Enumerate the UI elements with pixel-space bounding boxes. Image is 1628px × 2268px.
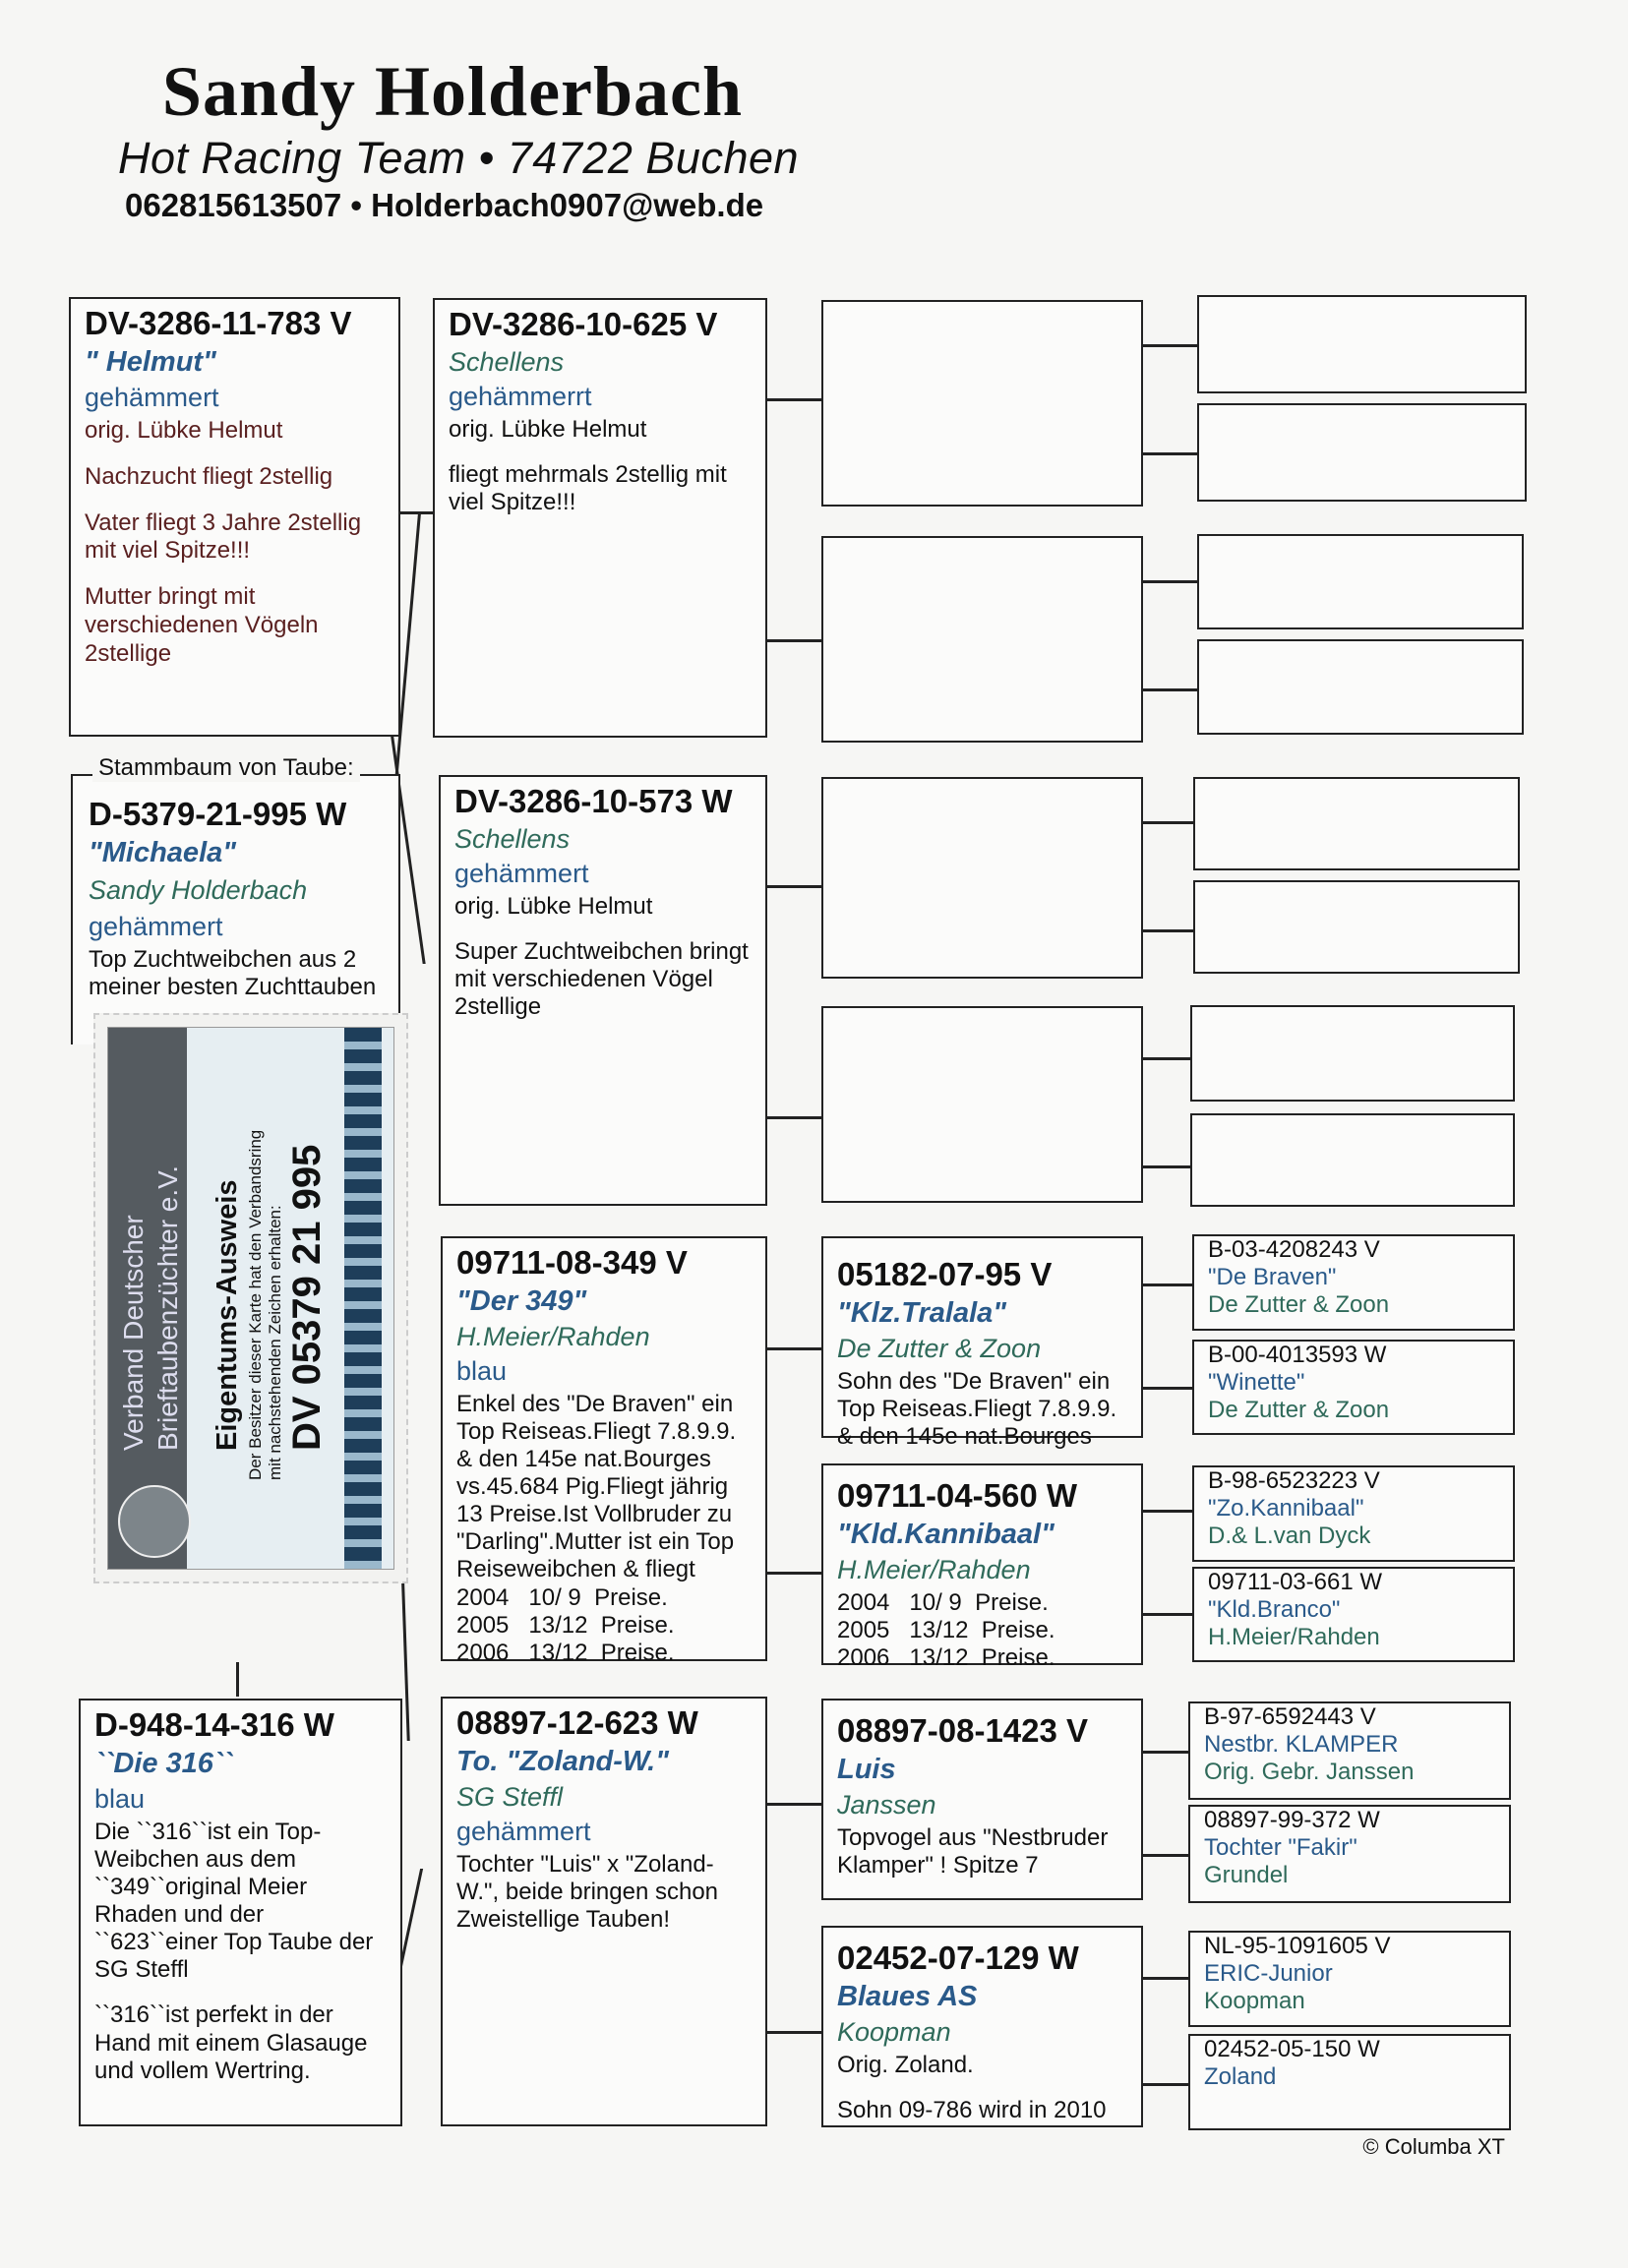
mmf-note: Topvogel aus "Nestbruder Klamper" ! Spitze 7 xyxy=(837,1824,1109,1880)
breeder-name: Sandy Holderbach xyxy=(161,52,744,131)
g4-box xyxy=(1188,1805,1511,1903)
ff-color: gehämmerrt xyxy=(449,382,592,411)
subject-ring: D-5379-21-995 W xyxy=(89,796,347,832)
mf-box xyxy=(441,1236,767,1666)
g4-owner: D.& L.van Dyck xyxy=(1208,1522,1371,1549)
mmm-origin: Orig. Zoland. xyxy=(837,2052,974,2078)
father-note-3: Mutter bringt mit verschiedenen Vögeln 2stellige xyxy=(85,583,319,667)
connector-line xyxy=(1143,344,1197,347)
g4-ring: NL-95-1091605 V xyxy=(1204,1933,1391,1959)
fm-ring: DV-3286-10-573 W xyxy=(454,783,733,819)
connector-line xyxy=(767,2031,821,2034)
connector-line xyxy=(1143,1283,1197,1286)
g4-owner: Koopman xyxy=(1204,1988,1305,2014)
card-logo-icon xyxy=(118,1485,191,1558)
fm-box xyxy=(439,775,767,1206)
mm-color: gehämmert xyxy=(456,1817,591,1846)
card-pattern xyxy=(344,1028,382,1569)
g4-box xyxy=(1192,1567,1515,1662)
empty-ancestor-box xyxy=(1190,1113,1515,1207)
mfm-result-1: 2004 10/ 9 Preise. xyxy=(837,1589,1049,1616)
mf-result-2: 2005 13/12 Preise. xyxy=(456,1611,675,1639)
mmm-ring: 02452-07-129 W xyxy=(837,1940,1079,1976)
father-note-1: Nachzucht fliegt 2stellig xyxy=(85,462,333,490)
mfm-result-2: 2005 13/12 Preise. xyxy=(837,1617,1055,1644)
connector-line xyxy=(767,1803,821,1806)
connector-line xyxy=(767,639,821,642)
mff-ring: 05182-07-95 V xyxy=(837,1256,1053,1292)
fm-owner: Schellens xyxy=(454,824,571,854)
father-color: gehämmert xyxy=(85,383,219,412)
connector-line xyxy=(1143,1165,1197,1168)
empty-ancestor-box xyxy=(821,300,1143,507)
card-ring: DV 05379 21 995 xyxy=(285,1144,329,1451)
mm-ring: 08897-12-623 W xyxy=(456,1704,698,1741)
mfm-name: "Kld.Kannibaal" xyxy=(837,1519,1055,1550)
mother-note-2: ``316``ist perfekt in der Hand mit einem Glasauge und vollem Wertring. xyxy=(94,2001,368,2084)
mother-note-1: Die ``316``ist ein Top-Weibchen aus dem ``349``original Meier Rhaden und der ``623``einer Top Taube der SG Steffl xyxy=(94,1819,374,1984)
mf-result-1: 2004 10/ 9 Preise. xyxy=(456,1583,668,1611)
g4-name: "De Braven" xyxy=(1208,1264,1337,1290)
connector-line xyxy=(767,1347,821,1350)
mf-ring: 09711-08-349 V xyxy=(456,1244,688,1281)
subject-owner: Sandy Holderbach xyxy=(89,875,308,905)
father-box xyxy=(69,297,400,737)
g4-name: Zoland xyxy=(1204,2063,1277,2090)
card-text-1: Der Besitzer dieser Karte hat den Verbandsring xyxy=(246,1129,265,1480)
mf-result-3: 2006 13/12 Preise. xyxy=(456,1639,675,1666)
connector-line xyxy=(1143,1057,1197,1060)
fm-color: gehämmert xyxy=(454,859,589,888)
contact-info: 062815613507 • Holderbach0907@web.de xyxy=(125,187,764,223)
empty-ancestor-box xyxy=(1193,777,1520,870)
subject-color: gehämmert xyxy=(89,912,223,941)
mother-box xyxy=(79,1699,402,2126)
g4-name: "Winette" xyxy=(1208,1369,1305,1396)
copyright: © Columba XT xyxy=(1362,2134,1505,2159)
father-ring: DV-3286-11-783 V xyxy=(85,305,352,341)
ownership-card xyxy=(93,1013,408,1583)
mother-name: ``Die 316`` xyxy=(94,1748,233,1779)
mfm-ring: 09711-04-560 W xyxy=(837,1477,1078,1514)
g4-owner: De Zutter & Zoon xyxy=(1208,1291,1390,1318)
mf-note: Enkel des "De Braven" ein Top Reiseas.Fliegt 7.8.9.9. & den 145e nat.Bourges vs.45.684 Pig.Fliegt jährig 13 Preise.Ist Vollbruder zu "Darling".Mutter ist ein Top Reiseweibchen & fliegt xyxy=(456,1391,737,1583)
mfm-result-3: 2006 13/12 Preise. xyxy=(837,1644,1055,1672)
ff-ring: DV-3286-10-625 V xyxy=(449,306,718,342)
subject-note: Top Zuchtweibchen aus 2 meiner besten Zuchttauben xyxy=(89,946,377,1001)
empty-ancestor-box xyxy=(821,1006,1143,1203)
g4-ring: B-03-4208243 V xyxy=(1208,1236,1380,1263)
g4-name: Nestbr. KLAMPER xyxy=(1204,1731,1399,1758)
connector-line xyxy=(398,511,433,514)
empty-ancestor-box xyxy=(821,536,1143,743)
ff-owner: Schellens xyxy=(449,347,565,377)
mff-note: Sohn des "De Braven" ein Top Reiseas.Fliegt 7.8.9.9. & den 145e nat.Bourges xyxy=(837,1368,1117,1451)
empty-ancestor-box xyxy=(1193,880,1520,974)
mfm-owner: H.Meier/Rahden xyxy=(837,1555,1031,1584)
g4-name: "Kld.Branco" xyxy=(1208,1596,1341,1623)
g4-ring: 08897-99-372 W xyxy=(1204,1807,1380,1833)
team-location: Hot Racing Team • 74722 Buchen xyxy=(118,133,800,183)
mff-name: "Klz.Tralala" xyxy=(837,1297,1007,1329)
connector-line xyxy=(1143,580,1197,583)
g4-owner: Orig. Gebr. Janssen xyxy=(1204,1759,1415,1785)
card-text-2: mit nachstehenden Zeichen erhalten: xyxy=(266,1205,284,1480)
card-org-2: Brieftaubenzüchter e.V. xyxy=(152,1164,183,1451)
father-name: " Helmut" xyxy=(85,346,216,378)
ff-box xyxy=(433,298,767,738)
g4-name: "Zo.Kannibaal" xyxy=(1208,1495,1364,1522)
mmf-owner: Janssen xyxy=(837,1790,936,1820)
connector-line xyxy=(1143,452,1197,455)
mmf-box xyxy=(821,1699,1143,1900)
subject-name: "Michaela" xyxy=(89,837,236,868)
mmm-name: Blaues AS xyxy=(837,1981,978,2012)
g4-owner: De Zutter & Zoon xyxy=(1208,1397,1390,1423)
connector-line xyxy=(767,1116,821,1119)
fm-note: Super Zuchtweibchen bringt mit verschiedenen Vögel 2stellige xyxy=(454,938,749,1021)
mmf-name: Luis xyxy=(837,1754,896,1785)
g4-ring: B-00-4013593 W xyxy=(1208,1342,1387,1368)
mff-box xyxy=(821,1236,1143,1451)
connector-line xyxy=(767,885,821,888)
g4-ring: 09711-03-661 W xyxy=(1208,1569,1382,1595)
connector-line xyxy=(1143,821,1197,824)
mother-color: blau xyxy=(94,1784,146,1814)
mother-ring: D-948-14-316 W xyxy=(94,1706,334,1743)
empty-ancestor-box xyxy=(1197,534,1524,629)
connector-line xyxy=(1143,688,1197,691)
fm-origin: orig. Lübke Helmut xyxy=(454,893,653,920)
g4-ring: B-97-6592443 V xyxy=(1204,1703,1376,1730)
g4-name: Tochter "Fakir" xyxy=(1204,1834,1357,1861)
card-title: Eigentums-Ausweis xyxy=(211,1179,243,1451)
mmf-ring: 08897-08-1423 V xyxy=(837,1712,1089,1749)
empty-ancestor-box xyxy=(1197,295,1527,393)
subject-box xyxy=(71,754,400,1044)
connector-line xyxy=(767,398,821,401)
mm-name: To. "Zoland-W." xyxy=(456,1746,669,1777)
subject-label: Stammbaum von Taube: xyxy=(92,754,360,782)
mm-box xyxy=(441,1697,767,2126)
mmm-owner: Koopman xyxy=(837,2017,951,2047)
connector-line xyxy=(1143,1510,1197,1513)
g4-box xyxy=(1192,1340,1515,1435)
g4-name: ERIC-Junior xyxy=(1204,1960,1333,1987)
g4-ring: B-98-6523223 V xyxy=(1208,1467,1380,1494)
mmm-note: Sohn 09-786 wird in 2010 xyxy=(837,2097,1107,2124)
g4-box xyxy=(1188,1701,1511,1800)
g4-box xyxy=(1192,1465,1515,1562)
father-origin: orig. Lübke Helmut xyxy=(85,417,283,444)
g4-ring: 02452-05-150 W xyxy=(1204,2036,1380,2062)
mf-name: "Der 349" xyxy=(456,1285,587,1317)
connector-line xyxy=(1143,1387,1197,1390)
g4-box xyxy=(1188,2034,1511,2130)
mf-color: blau xyxy=(456,1356,508,1386)
connector-line xyxy=(236,1662,239,1697)
connector-line xyxy=(1143,929,1197,932)
g4-owner: Grundel xyxy=(1204,1862,1289,1888)
mm-owner: SG Steffl xyxy=(456,1782,564,1812)
empty-ancestor-box xyxy=(1197,639,1524,735)
mf-owner: H.Meier/Rahden xyxy=(456,1322,650,1351)
ff-note: fliegt mehrmals 2stellig mit viel Spitze!!! xyxy=(449,461,727,516)
empty-ancestor-box xyxy=(1197,403,1527,502)
connector-line xyxy=(767,1572,821,1575)
ff-origin: orig. Lübke Helmut xyxy=(449,416,647,443)
g4-box xyxy=(1188,1931,1511,2027)
father-note-2: Vater fliegt 3 Jahre 2stellig mit viel Spitze!!! xyxy=(85,508,362,565)
card-org-1: Verband Deutscher xyxy=(118,1215,149,1451)
empty-ancestor-box xyxy=(821,777,1143,979)
empty-ancestor-box xyxy=(1190,1005,1515,1102)
g4-owner: H.Meier/Rahden xyxy=(1208,1624,1380,1650)
mff-owner: De Zutter & Zoon xyxy=(837,1334,1042,1363)
mmm-box xyxy=(821,1926,1143,2127)
g4-box xyxy=(1192,1234,1515,1331)
mm-note: Tochter "Luis" x "Zoland-W.", beide bringen schon Zweistellige Tauben! xyxy=(456,1851,719,1934)
mfm-box xyxy=(821,1463,1143,1672)
connector-line xyxy=(1143,1613,1197,1616)
